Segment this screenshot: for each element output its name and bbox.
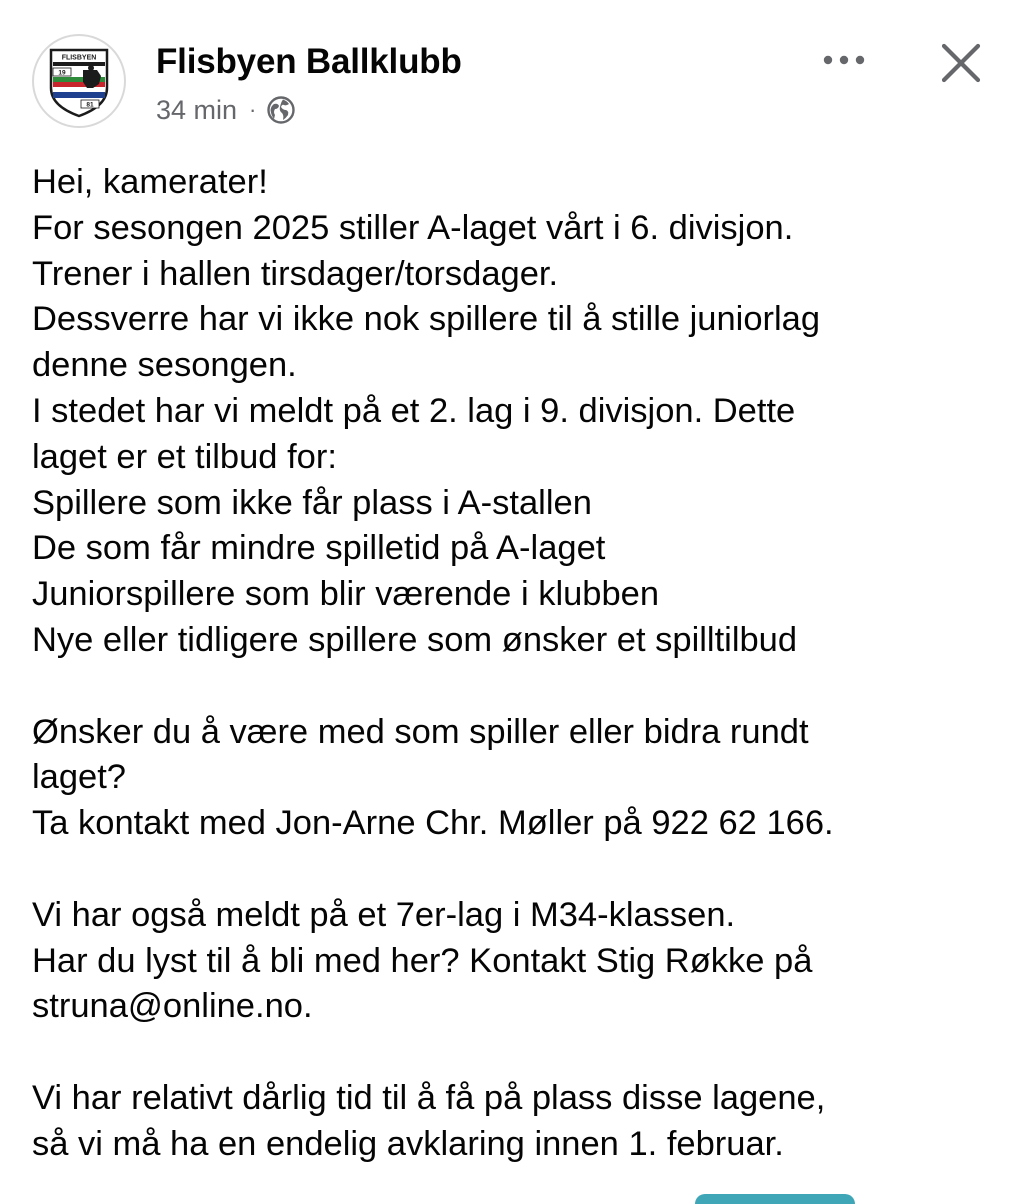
- post-text-line: For sesongen 2025 stiller A-laget vårt i 6. divisjon.: [32, 208, 794, 247]
- svg-text:81: 81: [86, 101, 94, 109]
- post-text-line: Hei, kamerater!: [32, 163, 268, 201]
- post-text-line: De som får mindre spilletid på A-laget: [32, 529, 606, 568]
- post-text-line: Vi har også meldt på et 7er-lag i M34-klassen.: [32, 895, 736, 934]
- meta-separator: ·: [249, 97, 257, 122]
- post-header: [0, 0, 1016, 140]
- post-text-line: laget?: [32, 758, 126, 797]
- post-body-text: [32, 160, 1002, 1168]
- post-timestamp[interactable]: 34 min: [156, 94, 238, 125]
- post-text-line: Ta kontakt med Jon-Arne Chr. Møller på 922 62 166.: [32, 804, 834, 843]
- paragraph-break: [32, 847, 1002, 893]
- post-text-line: så vi må ha en endelig avklaring innen 1. februar.: [32, 1124, 784, 1163]
- paragraph-break: [32, 1030, 1002, 1076]
- more-options-button[interactable]: [812, 40, 876, 80]
- close-icon: [941, 43, 981, 83]
- post-text-line: I stedet har vi meldt på et 2. lag i 9. divisjon. Dette: [32, 391, 796, 430]
- post-text-line: Juniorspillere som blir værende i klubben: [32, 575, 660, 614]
- post-text-line: Vi har relativt dårlig tid til å få på plass disse lagene,: [32, 1078, 826, 1117]
- post-text-line: Har du lyst til å bli med her? Kontakt Stig Røkke på: [32, 941, 813, 980]
- close-button[interactable]: [932, 34, 990, 92]
- globe-icon: [266, 95, 296, 125]
- more-horizontal-icon: [822, 54, 866, 66]
- post-text-line: Spillere som ikke får plass i A-stallen: [32, 483, 592, 522]
- post-text-line: Dessverre har vi ikke nok spillere til å stille juniorlag: [32, 300, 821, 339]
- post-text-line: struna@online.no.: [32, 987, 313, 1026]
- post-text-line: Ønsker du å være med som spiller eller bidra rundt: [32, 712, 809, 751]
- post-text-line: Nye eller tidligere spillere som ønsker et spilltilbud: [32, 620, 798, 659]
- svg-text:19: 19: [58, 69, 66, 77]
- club-crest-icon: [47, 44, 111, 118]
- bottom-action-button-peek[interactable]: [695, 1194, 855, 1204]
- paragraph-break: [32, 664, 1002, 710]
- page-avatar[interactable]: [32, 34, 126, 128]
- post-text-line: denne sesongen.: [32, 346, 297, 385]
- post-meta: [156, 93, 296, 127]
- svg-text:FLISBYEN: FLISBYEN: [61, 54, 97, 62]
- post-text-line: laget er et tilbud for:: [32, 437, 337, 476]
- page-name[interactable]: Flisbyen Ballklubb: [156, 42, 462, 81]
- post-text-line: Trener i hallen tirsdager/torsdager.: [32, 254, 559, 293]
